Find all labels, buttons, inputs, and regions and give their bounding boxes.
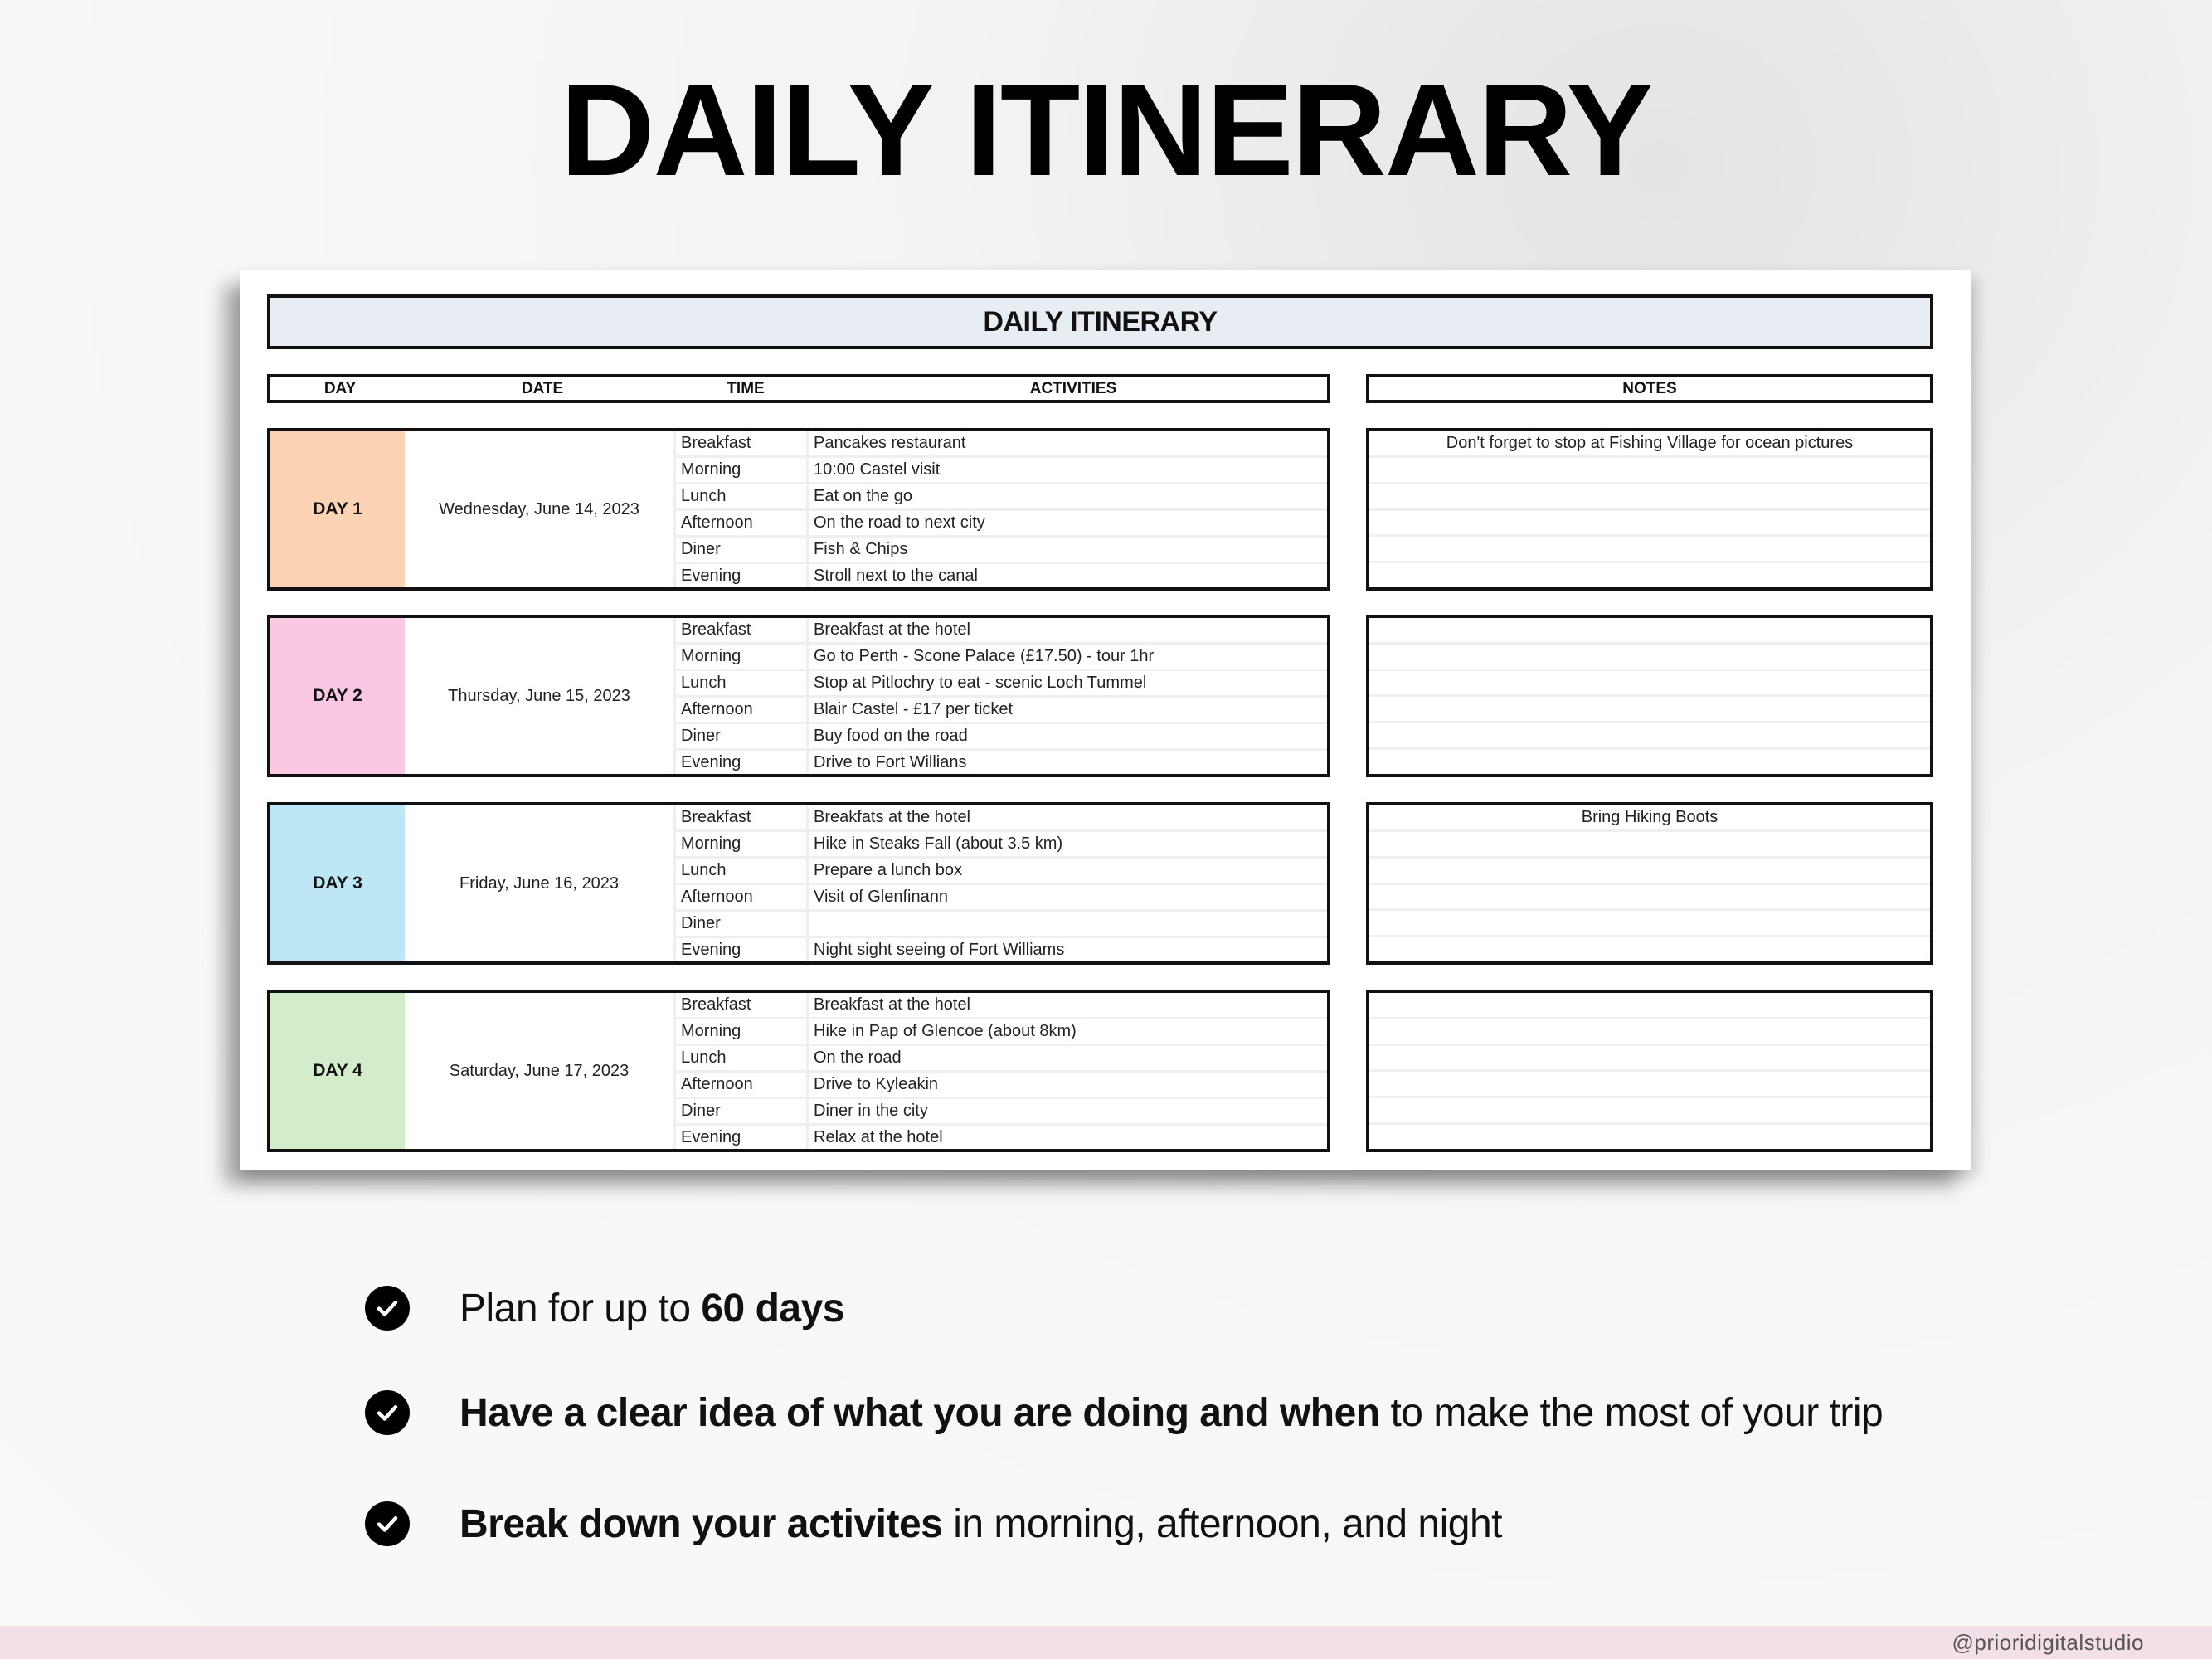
time-slot-label: Diner bbox=[673, 538, 809, 562]
note-cell[interactable]: Don't forget to stop at Fishing Village for ocean pictures bbox=[1369, 431, 1930, 458]
time-slot-label: Breakfast bbox=[673, 805, 809, 830]
note-cell[interactable] bbox=[1369, 1098, 1930, 1125]
time-slot-row bbox=[673, 511, 1327, 538]
activity-cell[interactable]: Drive to Fort Willians bbox=[814, 753, 967, 771]
time-slot-rows bbox=[673, 618, 1327, 774]
activity-cell[interactable]: Relax at the hotel bbox=[814, 1128, 943, 1146]
day-3-notes-block bbox=[1366, 802, 1933, 965]
time-slot-label: Afternoon bbox=[673, 511, 809, 535]
time-slot-row bbox=[673, 724, 1327, 751]
note-cell[interactable] bbox=[1369, 1072, 1930, 1098]
note-rows bbox=[1369, 993, 1930, 1149]
time-slot-row bbox=[673, 618, 1327, 645]
time-slot-row bbox=[673, 1126, 1327, 1150]
note-cell[interactable] bbox=[1369, 1019, 1930, 1046]
time-slot-label: Lunch bbox=[673, 859, 809, 883]
activity-cell[interactable]: Breakfats at the hotel bbox=[814, 808, 971, 826]
feature-text: Plan for up to 60 days bbox=[459, 1286, 844, 1331]
activity-cell[interactable]: On the road to next city bbox=[814, 513, 985, 532]
time-slot-label: Evening bbox=[673, 751, 809, 775]
note-rows bbox=[1369, 618, 1930, 774]
note-cell[interactable] bbox=[1369, 511, 1930, 538]
day-label-cell: DAY 4 bbox=[270, 993, 405, 1149]
note-cell[interactable] bbox=[1369, 723, 1930, 750]
note-cell[interactable] bbox=[1369, 911, 1930, 937]
time-slot-label: Diner bbox=[673, 912, 809, 936]
activity-cell[interactable]: Drive to Kyleakin bbox=[814, 1075, 939, 1093]
activity-cell[interactable]: Diner in the city bbox=[814, 1102, 928, 1120]
footer-handle: @prioridigitalstudio bbox=[1952, 1630, 2144, 1655]
time-slot-row bbox=[673, 1046, 1327, 1073]
note-cell[interactable] bbox=[1369, 1046, 1930, 1073]
feature-text: Have a clear idea of what you are doing and when to make the most of your trip bbox=[459, 1390, 1884, 1435]
time-slot-row bbox=[673, 484, 1327, 511]
note-cell[interactable]: Bring Hiking Boots bbox=[1369, 805, 1930, 832]
note-cell[interactable] bbox=[1369, 993, 1930, 1019]
activity-cell[interactable]: Pancakes restaurant bbox=[814, 434, 966, 452]
day-2-notes-block bbox=[1366, 615, 1933, 777]
note-cell[interactable] bbox=[1369, 859, 1930, 885]
day-label-cell: DAY 1 bbox=[270, 431, 405, 587]
note-rows bbox=[1369, 431, 1930, 587]
time-slot-label: Morning bbox=[673, 645, 809, 669]
header-activities: ACTIVITIES bbox=[1029, 380, 1117, 397]
note-cell[interactable] bbox=[1369, 937, 1930, 961]
time-slot-row bbox=[673, 431, 1327, 458]
activity-cell[interactable]: Blair Castel - £17 per ticket bbox=[814, 700, 1014, 718]
time-slot-row bbox=[673, 671, 1327, 698]
time-slot-row bbox=[673, 885, 1327, 912]
time-slot-row bbox=[673, 912, 1327, 938]
note-cell[interactable] bbox=[1369, 671, 1930, 698]
time-slot-label: Afternoon bbox=[673, 885, 809, 909]
check-circle-icon bbox=[365, 1286, 410, 1331]
time-slot-label: Evening bbox=[673, 564, 809, 588]
schedule-header-row bbox=[267, 374, 1330, 403]
day-1-schedule-block bbox=[267, 428, 1330, 591]
header-day: DAY bbox=[323, 380, 357, 397]
day-1-notes-block bbox=[1366, 428, 1933, 591]
activity-cell[interactable] bbox=[809, 912, 1327, 936]
sheet-title: DAILY ITINERARY bbox=[267, 294, 1933, 349]
time-slot-row bbox=[673, 698, 1327, 724]
time-slot-label: Diner bbox=[673, 1099, 809, 1123]
activity-cell[interactable]: Stroll next to the canal bbox=[814, 567, 978, 585]
time-slot-row bbox=[673, 645, 1327, 671]
time-slot-row bbox=[673, 859, 1327, 885]
header-notes: NOTES bbox=[1622, 380, 1677, 397]
day-4-notes-block bbox=[1366, 990, 1933, 1152]
feature-bullet bbox=[365, 1279, 844, 1337]
note-cell[interactable] bbox=[1369, 458, 1930, 484]
time-slot-label: Breakfast bbox=[673, 431, 809, 455]
page-title: DAILY ITINERARY bbox=[560, 57, 1652, 203]
feature-text: Break down your activites in morning, afternoon, and night bbox=[459, 1501, 1502, 1546]
time-slot-label: Lunch bbox=[673, 484, 809, 508]
check-circle-icon bbox=[365, 1501, 410, 1546]
time-slot-row bbox=[673, 805, 1327, 832]
activity-cell[interactable]: Breakfast at the hotel bbox=[814, 995, 971, 1014]
note-cell[interactable] bbox=[1369, 563, 1930, 587]
time-slot-row bbox=[673, 993, 1327, 1019]
time-slot-label: Evening bbox=[673, 938, 809, 962]
time-slot-label: Lunch bbox=[673, 671, 809, 695]
activity-cell[interactable]: Visit of Glenfinann bbox=[814, 888, 948, 906]
activity-cell[interactable]: Hike in Steaks Fall (about 3.5 km) bbox=[814, 834, 1063, 853]
day-4-schedule-block bbox=[267, 990, 1330, 1152]
time-slot-label: Afternoon bbox=[673, 698, 809, 722]
header-time: TIME bbox=[727, 380, 765, 397]
feature-bullet bbox=[365, 1495, 1502, 1553]
time-slot-label: Morning bbox=[673, 832, 809, 856]
day-label-cell: DAY 2 bbox=[270, 618, 405, 774]
date-cell[interactable]: Thursday, June 15, 2023 bbox=[448, 686, 630, 705]
time-slot-label: Breakfast bbox=[673, 993, 809, 1017]
note-cell[interactable] bbox=[1369, 484, 1930, 511]
date-cell[interactable]: Friday, June 16, 2023 bbox=[459, 873, 619, 893]
time-slot-label: Lunch bbox=[673, 1046, 809, 1070]
time-slot-rows bbox=[673, 431, 1327, 587]
time-slot-label: Morning bbox=[673, 1019, 809, 1044]
note-cell[interactable] bbox=[1369, 750, 1930, 774]
time-slot-row bbox=[673, 751, 1327, 775]
activity-cell[interactable]: Breakfast at the hotel bbox=[814, 620, 971, 639]
time-slot-row bbox=[673, 1073, 1327, 1099]
time-slot-row bbox=[673, 832, 1327, 859]
time-slot-label: Evening bbox=[673, 1126, 809, 1150]
activity-cell[interactable]: Buy food on the road bbox=[814, 727, 968, 745]
note-cell[interactable] bbox=[1369, 1125, 1930, 1149]
check-circle-icon bbox=[365, 1390, 410, 1435]
date-cell[interactable]: Saturday, June 17, 2023 bbox=[449, 1061, 630, 1080]
time-slot-label: Morning bbox=[673, 458, 809, 482]
activity-cell[interactable]: On the road bbox=[814, 1048, 902, 1067]
time-slot-rows bbox=[673, 805, 1327, 961]
activity-cell[interactable]: 10:00 Castel visit bbox=[814, 460, 941, 479]
time-slot-row bbox=[673, 564, 1327, 588]
time-slot-rows bbox=[673, 993, 1327, 1149]
activity-cell[interactable]: Prepare a lunch box bbox=[814, 861, 963, 879]
activity-cell[interactable]: Eat on the go bbox=[814, 487, 912, 505]
day-label-cell: DAY 3 bbox=[270, 805, 405, 961]
time-slot-row bbox=[673, 938, 1327, 962]
time-slot-row bbox=[673, 458, 1327, 484]
activity-cell[interactable]: Fish & Chips bbox=[814, 540, 908, 558]
activity-cell[interactable]: Hike in Pap of Glencoe (about 8km) bbox=[814, 1022, 1077, 1040]
time-slot-row bbox=[673, 1099, 1327, 1126]
time-slot-row bbox=[673, 538, 1327, 564]
time-slot-label: Breakfast bbox=[673, 618, 809, 642]
activity-cell[interactable]: Night sight seeing of Fort Williams bbox=[814, 941, 1065, 959]
notes-header-row bbox=[1366, 374, 1933, 403]
time-slot-label: Diner bbox=[673, 724, 809, 748]
note-cell[interactable] bbox=[1369, 885, 1930, 912]
note-rows bbox=[1369, 805, 1930, 961]
activity-cell[interactable]: Stop at Pitlochry to eat - scenic Loch Tummel bbox=[814, 674, 1147, 692]
footer-bar bbox=[0, 1626, 2212, 1659]
time-slot-row bbox=[673, 1019, 1327, 1046]
date-cell[interactable]: Wednesday, June 14, 2023 bbox=[439, 499, 639, 518]
day-3-schedule-block bbox=[267, 802, 1330, 965]
note-cell[interactable] bbox=[1369, 537, 1930, 563]
feature-bullet bbox=[365, 1384, 1883, 1442]
activity-cell[interactable]: Go to Perth - Scone Palace (£17.50) - tour 1hr bbox=[814, 647, 1155, 665]
day-2-schedule-block bbox=[267, 615, 1330, 777]
note-cell[interactable] bbox=[1369, 697, 1930, 723]
time-slot-label: Afternoon bbox=[673, 1073, 809, 1097]
note-cell[interactable] bbox=[1369, 832, 1930, 859]
note-cell[interactable] bbox=[1369, 618, 1930, 645]
note-cell[interactable] bbox=[1369, 645, 1930, 671]
header-date: DATE bbox=[521, 380, 564, 397]
